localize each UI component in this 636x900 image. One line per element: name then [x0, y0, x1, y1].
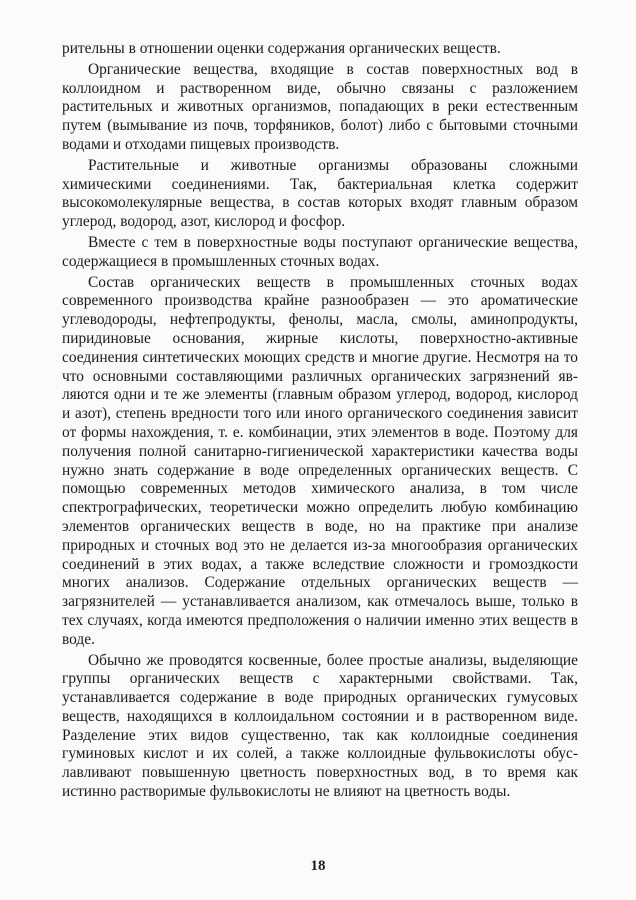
paragraph-5: Состав органических веществ в промышленных сточных водах современного производства крайне разнообразен — это ароматические углеводороды, нефтепродукты, фенолы, масла, смолы, аминопродукты, пиридиновые основания, жирные кислоты, поверхностно-активные соединения синтетических моющих средств и многие другие. Несмотря на то что основными составляющими различных органических загрязнений являются одни и те же элементы (главным образом углерод, водород, кислород и азот), степень вредности того или иного органического соединения зависит от формы нахождения, т. е. комбинации, этих элементов в воде. Поэтому для получения полной санитарно-гигиенической характеристики качества воды нужно знать содержание в воде определенных органических веществ. С помощью современных методов химического анализа, в том числе спектрографических, теоретически можно определить любую комбинацию элементов органических веществ в воде, но на практике при анализе природных и сточных вод это не делается из-за многообразия органических соединений в этих водах, а также вследствие сложности и громоздкости многих анализов. Содержание отдельных органических веществ — загрязнителей — устанавливается анализом, как отмечалось выше, только в тех случаях, когда имеются предположения о наличии именно этих веществ в воде.: [62, 273, 578, 648]
paragraph-3: Растительные и животные организмы образованы сложными химическими соединениями. Так, бактериальная клетка содержит высокомолекулярные вещества, в состав которых входят главным образом углерод, водород, азот, кислород и фосфор.: [62, 156, 578, 231]
paragraph-4: Вместе с тем в поверхностные воды поступают органические вещества, содержащиеся в промышленных сточных водах.: [62, 233, 578, 270]
page-number: 18: [310, 858, 326, 874]
paragraph-2: Органические вещества, входящие в состав поверхностных вод в коллоидном и растворенном виде, обычно связаны с разложением растительных и животных организмов, попадающих в реки естественным путем (вымывание из почв, торфяников, болот) либо с бытовыми сточными водами и отходами пищевых производств.: [62, 60, 578, 153]
paragraph-1: рительны в отношении оценки содержания органических веществ.: [62, 40, 501, 57]
paragraph-6: Обычно же проводятся косвенные, более простые анализы, выделяющие группы органических веществ с характерными свойствами. Так, устанавливается содержание в воде природных органических гумусовых веществ, находящихся в коллоидальном состоянии и в растворенном виде. Разделение этих видов существенно, так как коллоидные соединения гуминовых кислот и их солей, а также коллоидные фульвокислоты обуславливают повышенную цветность поверхностных вод, в то время как истинно растворимые фульвокислоты не влияют на цветность воды.: [62, 651, 578, 801]
